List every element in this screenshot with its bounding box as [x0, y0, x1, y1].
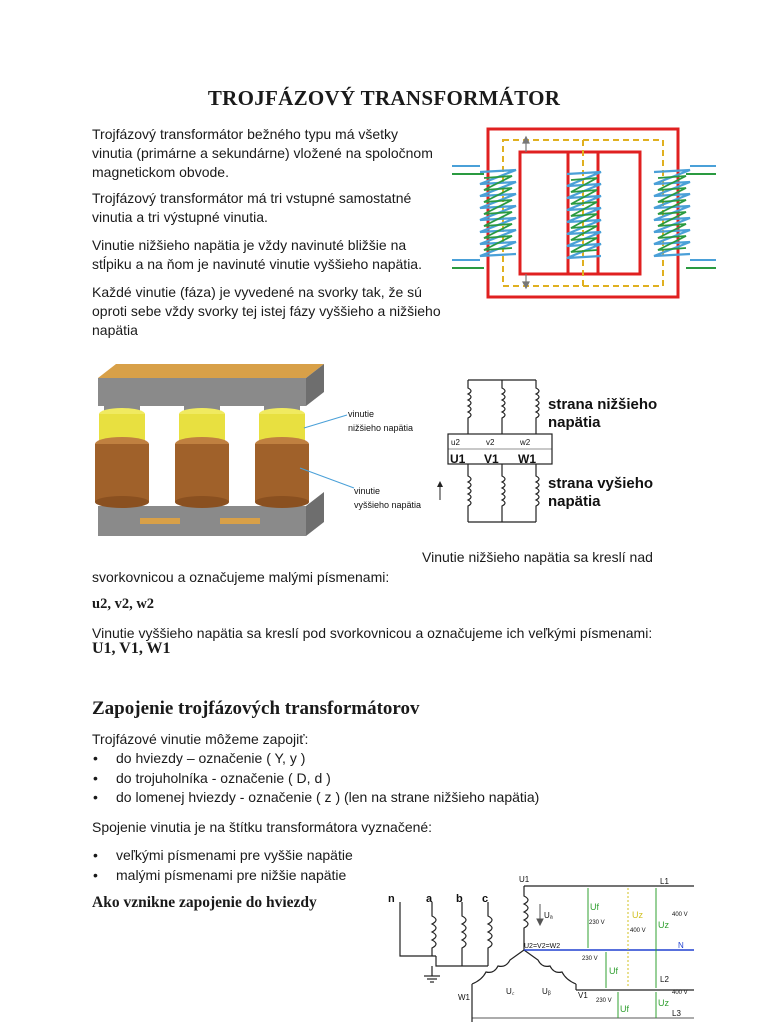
label-Ua: Uₐ — [544, 911, 553, 920]
high-voltage-coil-1 — [95, 444, 149, 502]
connection-types-list — [92, 749, 539, 808]
term-U1: U1 — [450, 452, 466, 466]
high-voltage-text: Vinutie vyššieho napätia sa kreslí pod svorkovnicou a označujeme ich veľkými písmenami: — [92, 625, 653, 641]
label-Ub: Uᵦ — [542, 987, 551, 996]
coil-middle — [567, 172, 601, 258]
term-a: a — [426, 893, 433, 905]
label-high-side-1: strana vyšieho — [548, 475, 654, 492]
page-title: TROJFÁZOVÝ TRANSFORMÁTOR — [207, 86, 561, 110]
marking-list — [92, 846, 353, 885]
yoke-top-face — [98, 364, 324, 378]
coil-left — [480, 170, 516, 256]
label-Uf-3: Uf — [620, 1004, 629, 1014]
label-W1: W1 — [458, 993, 470, 1002]
label-U1: U1 — [519, 875, 530, 884]
label-Uf-1: Uf — [590, 902, 599, 912]
label-high-1: vinutie — [354, 486, 381, 496]
label-high-2: vyššieho napätia — [354, 500, 422, 510]
label-230-3: 230 V — [596, 998, 612, 1004]
core-coils-diagram — [450, 122, 720, 304]
intro-paragraph-4: Každé vinutie (fáza) je vyvedené na svorky tak, že sú oproti sebe vždy svorky tej istej fázy vyššieho a nižšieho napätia — [92, 284, 441, 338]
label-Uf-2: Uf — [609, 966, 618, 976]
coil-right — [654, 170, 690, 256]
lower-yoke — [98, 506, 306, 536]
list-item: • veľkými písmenami pre vyššie napätie — [92, 846, 353, 866]
limb-3 — [255, 406, 309, 508]
label-Uz-2: Uz — [658, 920, 669, 930]
label-low-1: vinutie — [348, 409, 375, 419]
label-U2: U2=V2=W2 — [524, 943, 561, 950]
label-Uz-1: Uz — [632, 910, 643, 920]
label-N: N — [678, 941, 684, 950]
label-230-1: 230 V — [589, 920, 605, 926]
high-voltage-coil-2 — [175, 444, 229, 502]
label-L1: L1 — [660, 877, 669, 886]
nameplate-text: Spojenie vinutia je na štítku transformátora vyznačené: — [92, 819, 433, 835]
core-3d-illustration — [92, 360, 422, 556]
intro-paragraph-2: Trojfázový transformátor má tri vstupné samostatné vinutia a tri výstupné vinutia. — [92, 190, 412, 225]
star-connection-diagram — [360, 872, 694, 1022]
list-item: • do lomenej hviezdy - označenie ( z ) (len na strane nižšieho napätia) — [92, 788, 539, 808]
term-V1: V1 — [484, 452, 499, 466]
label-230-2: 230 V — [582, 956, 598, 962]
high-voltage-coil-3 — [255, 444, 309, 502]
connection-intro: Trojfázové vinutie môžeme zapojiť: — [92, 731, 309, 747]
list-item: • do trojuholníka - označenie ( D, d ) — [92, 769, 539, 789]
term-w2: w2 — [520, 438, 531, 447]
term-n: n — [388, 893, 395, 905]
label-L2: L2 — [660, 975, 669, 984]
pointer-low — [304, 415, 347, 428]
term-c: c — [482, 893, 489, 905]
label-400-1: 400 V — [630, 928, 646, 934]
label-high-side-2: napätia — [548, 493, 601, 510]
caption-line-2: svorkovnicou a označujeme malými písmenami: — [92, 569, 390, 585]
term-v2: v2 — [486, 438, 495, 447]
term-u2: u2 — [451, 438, 460, 447]
label-Uc: U꜀ — [506, 987, 515, 996]
terminal-board-diagram — [430, 372, 688, 526]
limb-2 — [175, 406, 229, 508]
label-V1: V1 — [578, 991, 588, 1000]
low-voltage-marks: u2, v2, w2 — [92, 596, 155, 612]
upper-yoke — [98, 378, 306, 406]
intro-paragraph-3: Vinutie nižšieho napätia je vždy navinuté bližšie na stĺpiku a na ňom je navinuté vinutie vyššieho napätia. — [92, 237, 422, 272]
high-voltage-marks: U1, V1, W1 — [92, 640, 171, 657]
label-400-2: 400 V — [672, 912, 688, 918]
label-low-2: nižšieho napätia — [348, 423, 414, 433]
label-L3: L3 — [672, 1009, 681, 1018]
core-inner-frame — [520, 152, 640, 274]
label-400-3: 400 V — [672, 990, 688, 996]
limb-1 — [95, 406, 149, 508]
list-item: • malými písmenami pre nižšie napätie — [92, 866, 353, 886]
term-W1: W1 — [518, 452, 536, 466]
list-item: • do hviezdy – označenie ( Y, y ) — [92, 749, 539, 769]
intro-paragraph-1: Trojfázový transformátor bežného typu má všetky vinutia (primárne a sekundárne) vložené na spoločnom magnetickom obvode. — [92, 126, 433, 180]
term-b: b — [456, 893, 463, 905]
label-low-side-2: napätia — [548, 414, 601, 431]
star-subheading: Ako vznikne zapojenie do hviezdy — [92, 894, 317, 911]
flux-arrows — [523, 137, 529, 288]
label-low-side-1: strana nižšieho — [548, 396, 658, 413]
caption-line-1: Vinutie nižšieho napätia sa kreslí nad — [422, 549, 653, 565]
label-Uz-3: Uz — [658, 998, 669, 1008]
section-heading: Zapojenie trojfázových transformátorov — [92, 698, 420, 719]
